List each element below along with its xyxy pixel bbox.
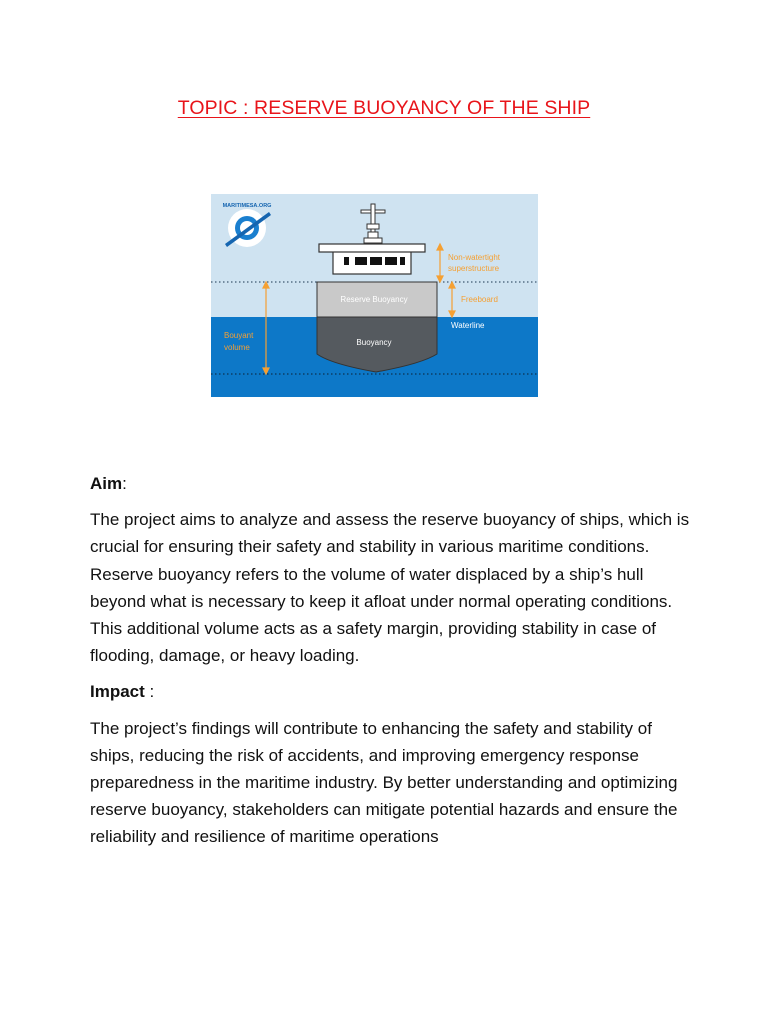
buoyant-volume-label-line2: volume <box>224 343 250 352</box>
waterline-label: Waterline <box>451 321 485 330</box>
non-watertight-label-line2: superstructure <box>448 264 500 273</box>
impact-paragraph: The project’s findings will contribute to enhancing the safety and stability of ships, reducing the risk of accidents, and improving emergency response preparedness in the maritime industry. By better understanding and optimizing reserve buoyancy, stakeholders can mitigate potential hazards and ensure the reliability and resilience of maritime operations <box>90 718 678 847</box>
aim-paragraph: The project aims to analyze and assess the reserve buoyancy of ships, which is crucial for ensuring their safety and stability in various maritime conditions. Reserve buoyancy refers to the volume of water displaced by a ship’s hull beyond what is necessary to keep it afloat under normal operating conditions. This additional volume acts as a safety margin, providing stability in case of flooding, damage, or heavy loading. <box>90 510 690 666</box>
logo-text: MARITIMESA.ORG <box>222 203 272 209</box>
impact-heading: Impact : <box>90 682 155 702</box>
reserve-buoyancy-label: Reserve Buoyancy <box>340 295 408 304</box>
aim-heading: Aim: <box>90 474 127 493</box>
page-title: TOPIC : RESERVE BUOYANCY OF THE SHIP <box>177 97 591 119</box>
reserve-buoyancy-diagram <box>211 194 538 397</box>
buoyant-volume-label-line1: Bouyant <box>224 331 254 340</box>
document-body <box>90 470 690 860</box>
buoyancy-label: Buoyancy <box>356 338 392 347</box>
non-watertight-label-line1: Non-watertight <box>448 253 501 262</box>
freeboard-label: Freeboard <box>461 295 498 304</box>
